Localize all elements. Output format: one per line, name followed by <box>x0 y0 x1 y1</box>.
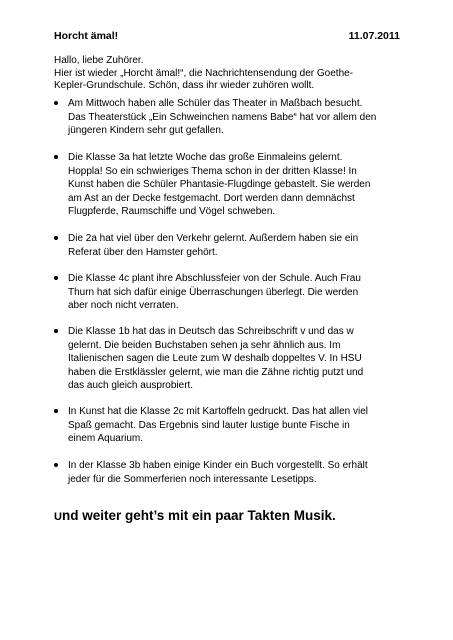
news-line: einem Aquarium. <box>68 433 144 445</box>
news-item-text <box>68 405 404 446</box>
news-line: Die Klasse 4c plant ihre Abschlussfeier von der Schule. Auch Frau <box>68 273 361 284</box>
bullet-icon <box>54 409 58 413</box>
news-line: Die Klasse 3a hat letzte Woche das große Einmaleins gelernt. <box>68 152 343 163</box>
news-line: Kunst haben die Schüler Phantasie-Flugdinge gebastelt. Sie werden <box>68 179 371 191</box>
header-date: 11.07.2011 <box>348 30 400 42</box>
news-line: Thurn hat sich dafür einige Überraschungen überlegt. Die werden <box>68 286 359 298</box>
intro-line: Kepler-Grundschule. Schön, dass ihr wieder zuhören wollt. <box>54 80 315 92</box>
bullet-icon <box>54 101 58 105</box>
closing-line <box>54 508 336 523</box>
news-item-text <box>68 325 404 393</box>
bullet-icon <box>54 276 58 280</box>
news-line: Die Klasse 1b hat das in Deutsch das Schreibschrift v und das w <box>68 326 354 337</box>
news-item-text <box>68 151 404 219</box>
news-line: Die 2a hat viel über den Verkehr gelernt. Außerdem haben sie ein <box>68 233 359 244</box>
intro-paragraph <box>54 55 402 93</box>
news-item-text <box>68 459 404 486</box>
news-line: Italienischen sagen die Leute zum W deshalb doppeltes V. In HSU <box>68 353 362 365</box>
bullet-icon <box>54 236 58 240</box>
news-line: Am Mittwoch haben alle Schüler das Theater in Maßbach besucht. <box>68 98 363 109</box>
bullet-icon <box>54 155 58 159</box>
news-line: In Kunst hat die Klasse 2c mit Kartoffeln gedruckt. Das hat allen viel <box>68 406 368 417</box>
news-line: Referat über den Hamster gehört. <box>68 246 218 258</box>
news-line: haben die Erstklässler gelernt, wie man die Zähne richtig putzt und <box>68 366 364 378</box>
news-line: aber noch nicht verraten. <box>68 300 179 312</box>
news-line: jüngeren Kindern sehr gut gefallen. <box>68 125 224 137</box>
news-line: gelernt. Die beiden Buchstaben sehen ja sehr ähnlich aus. Im <box>68 339 341 351</box>
news-line: Spaß gemacht. Das Ergebnis sind lauter lustige bunte Fische in <box>68 419 350 431</box>
bullet-icon <box>54 329 58 333</box>
news-line: In der Klasse 3b haben einige Kinder ein Buch vorgestellt. So erhält <box>68 460 368 471</box>
news-line: Hoppla! So ein schwieriges Thema schon in der dritten Klasse! In <box>68 165 357 177</box>
news-line: jeder für die Sommerferien noch interessante Lesetipps. <box>68 473 317 485</box>
header-title: Horcht ämal! <box>54 30 119 42</box>
closing-text: nd weiter geht’s mit ein paar Takten Musik. <box>61 508 336 523</box>
news-item-text <box>68 272 404 313</box>
news-line: Das Theaterstück „Ein Schweinchen namens Babe“ hat vor allem den <box>68 111 377 123</box>
news-line: das auch gleich ausprobiert. <box>68 380 194 392</box>
intro-line: Hallo, liebe Zuhörer. <box>54 55 144 66</box>
news-line: Flugpferde, Raumschiffe und Vögel schweben. <box>68 206 276 218</box>
closing-initial: U <box>54 511 62 523</box>
news-item-text <box>68 97 404 138</box>
intro-line: Hier ist wieder „Horcht ämal!“, die Nachrichtensendung der Goethe- <box>54 67 354 79</box>
news-item-text <box>68 232 404 259</box>
bullet-icon <box>54 463 58 467</box>
news-line: am Ast an der Decke festgemacht. Dort werden dann demnächst <box>68 192 355 204</box>
